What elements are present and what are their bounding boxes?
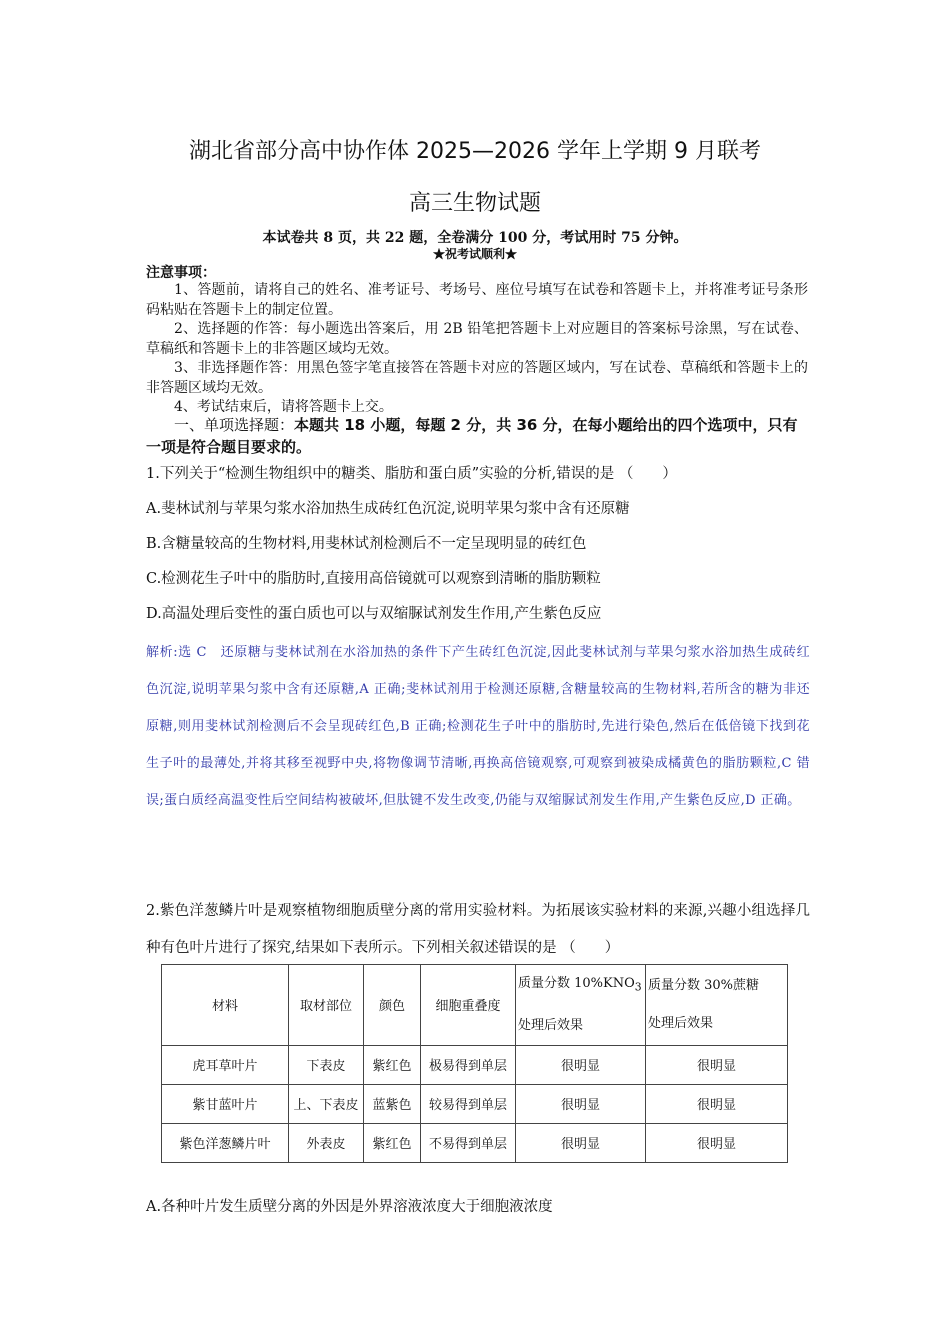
table-cell: 紫红色 [364,1045,421,1084]
table-cell: 极易得到单层 [421,1045,516,1084]
exam-wish: ★祝考试顺利★ [432,247,517,261]
sucrose-label: 质量分数 30%蔗糖 [648,977,760,993]
q2-stem: 2.紫色洋葱鳞片叶是观察植物细胞质壁分离的常用实验材料。为拓展该实验材料的来源,兴趣小组选择几种有色叶片进行了探究,结果如下表所示。下列相关叙述错误的是 （ ） [146,903,810,956]
materials-table [161,964,788,1163]
table-header: 细胞重叠度 [421,965,516,1046]
table-header: 取材部位 [289,965,364,1046]
sucrose-label-line2: 处理后效果 [648,1015,714,1031]
table-cell: 虎耳草叶片 [162,1045,289,1084]
table-cell: 很明显 [516,1045,646,1084]
table-header: 材料 [162,965,289,1046]
notice-item: 1、答题前，请将自己的姓名、准考证号、考场号、座位号填写在试卷和答题卡上，并将准考证号条形码粘贴在答题卡上的制定位置。 [146,282,808,318]
q1-option-a: A.斐林试剂与苹果匀浆水浴加热生成砖红色沉淀,说明苹果匀浆中含有还原糖 [146,501,630,517]
notice-item: 2、选择题的作答：每小题选出答案后，用 2B 铅笔把答题卡上对应题目的答案标号涂黑，写在试卷、草稿纸和答题卡上的非答题区域均无效。 [146,321,808,357]
table-header-kno3 [516,965,646,1046]
table-cell: 很明显 [646,1084,788,1123]
kno3-label: 质量分数 10%KNO [518,976,635,991]
exam-subtitle: 高三生物试题 [408,191,541,216]
kno3-subscript: 3 [634,980,642,994]
q1-option-c: C.检测花生子叶中的脂肪时,直接用高倍镜就可以观察到清晰的脂肪颗粒 [146,571,601,587]
table-row [162,1045,788,1084]
table-cell: 不易得到单层 [421,1123,516,1162]
section-text: 本题共 18 小题，每题 2 分，共 36 分，在每小题给出的四个选项中，只有一项是符合题目要求的。 [146,416,798,456]
q1-analysis: 解析:选 C 还原糖与斐林试剂在水浴加热的条件下产生砖红色沉淀,因此斐林试剂与苹果匀浆水浴加热生成砖红色沉淀,说明苹果匀浆中含有还原糖,A 正确;斐林试剂用于检测还原糖,含糖量较高的生物材料,若所含的糖为非还原糖,则用斐林试剂检测后不会呈现砖红色,B 正确;检测花生子叶中的脂肪时,先进行染色,然后在低倍镜下找到花生子叶的最薄处,并将其移至视野中央,将物像调节清晰,再换高倍镜观察,可观察到被染成橘黄色的脂肪颗粒,C 错误;蛋白质经高温变性后空间结构被破坏,但肽键不发生改变,仍能与双缩脲试剂发生作用,产生紫色反应,D 正确。 [146,645,810,808]
table-cell: 下表皮 [289,1045,364,1084]
exam-info: 本试卷共 8 页，共 22 题，全卷满分 100 分，考试用时 75 分钟。 [262,230,688,246]
table-cell: 很明显 [646,1045,788,1084]
table-cell: 上、下表皮 [289,1084,364,1123]
notice-list [146,281,808,418]
table-row [162,1123,788,1162]
table-header: 颜色 [364,965,421,1046]
table-cell: 很明显 [646,1123,788,1162]
q1-stem: 1.下列关于“检测生物组织中的糖类、脂肪和蛋白质”实验的分析,错误的是 （ ） [146,466,677,482]
section-heading [146,414,810,458]
table-cell: 很明显 [516,1084,646,1123]
notice-title: 注意事项： [146,265,216,281]
kno3-label-line2: 处理后效果 [518,1017,584,1033]
notice-item: 4、考试结束后，请将答题卡上交。 [174,399,393,415]
table-header-sucrose [646,965,788,1046]
table-cell: 较易得到单层 [421,1084,516,1123]
q1-option-d: D.高温处理后变性的蛋白质也可以与双缩脲试剂发生作用,产生紫色反应 [146,606,602,622]
table-cell: 紫红色 [364,1123,421,1162]
table-row [162,1084,788,1123]
section-prefix: 一、单项选择题： [174,416,295,434]
table-cell: 紫甘蓝叶片 [162,1084,289,1123]
table-cell: 紫色洋葱鳞片叶 [162,1123,289,1162]
table-cell: 外表皮 [289,1123,364,1162]
exam-title: 湖北省部分高中协作体 2025—2026 学年上学期 9 月联考 [189,139,761,164]
table-header-row [162,965,788,1046]
table-cell: 蓝紫色 [364,1084,421,1123]
q1-option-b: B.含糖量较高的生物材料,用斐林试剂检测后不一定呈现明显的砖红色 [146,536,587,552]
notice-item: 3、非选择题作答：用黑色签字笔直接答在答题卡对应的答题区域内，写在试卷、草稿纸和答题卡上的非答题区域均无效。 [146,360,808,396]
q2-option-a: A.各种叶片发生质壁分离的外因是外界溶液浓度大于细胞液浓度 [146,1199,553,1215]
table-cell: 很明显 [516,1123,646,1162]
